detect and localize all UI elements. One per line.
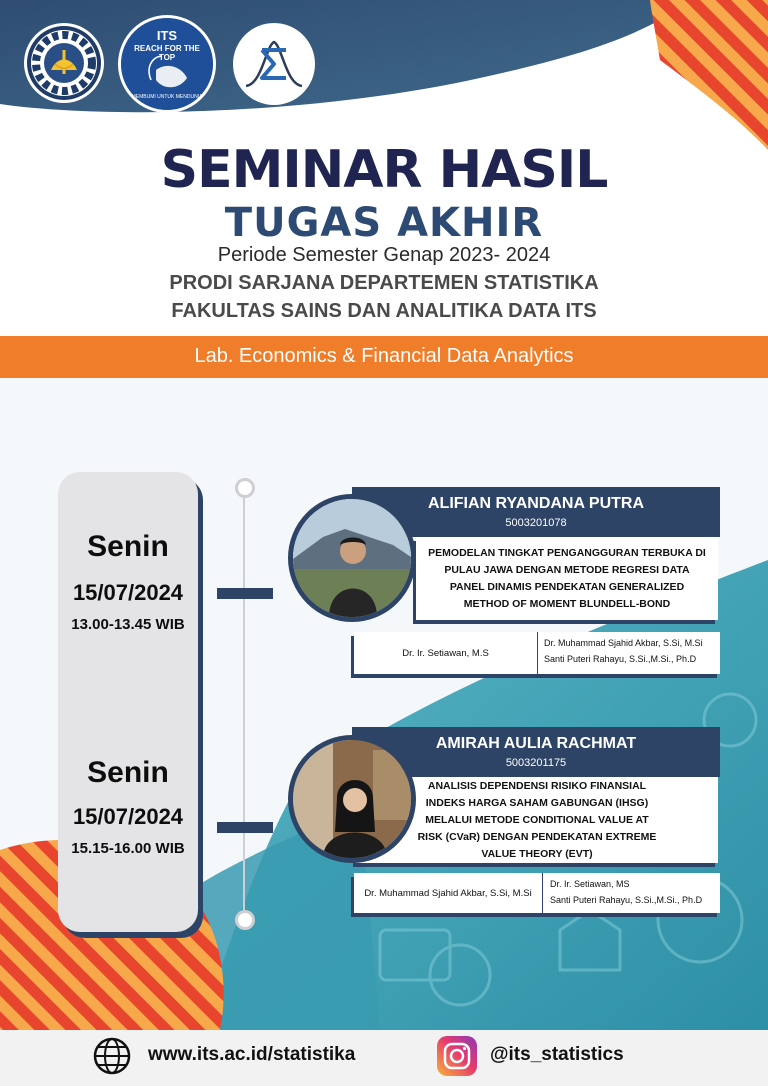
presenter-1-photo <box>288 494 416 622</box>
timeline-connector-1 <box>217 588 273 599</box>
timeline-end-dot <box>235 910 255 930</box>
sigma-icon <box>236 26 312 102</box>
presenter-1-thesis-box <box>416 537 718 620</box>
presenter-1-thesis: PEMODELAN TINGKAT PENGANGGURAN TERBUKA DI PULAU JAWA DENGAN METODE REGRESI DATA PANEL DINAMIS PENDEKATAN GENERALIZED METHOD OF MOMENT BLUNDELL-BOND <box>428 546 706 610</box>
presenter-1-supervisor: Dr. Ir. Setiawan, M.S <box>354 632 538 674</box>
presenter-2-advisors <box>354 873 720 913</box>
timeline-line <box>243 486 245 918</box>
its-logo-tagline: MEMBUMI UNTUK MENDUNIA <box>131 94 203 100</box>
session-1-time: 13.00-13.45 WIB <box>71 616 185 633</box>
its-institution-logo <box>27 26 101 100</box>
presenter-1-examiner-2: Santi Puteri Rahayu, S.Si.,M.Si., Ph.D <box>544 654 697 664</box>
instagram-icon <box>437 1036 477 1076</box>
presenter-2-examiner-1: Dr. Ir. Setiawan, MS <box>550 879 630 889</box>
timeline-start-dot <box>235 478 255 498</box>
its-logo-slogan: REACH FOR THE TOP <box>134 44 200 62</box>
prodi-line-2: FAKULTAS SAINS DAN ANALITIKA DATA ITS <box>171 300 597 322</box>
session-1-day: Senin <box>87 530 169 563</box>
presenter-2-thesis: ANALISIS DEPENDENSI RISIKO FINANSIAL INDEKS HARGA SAHAM GABUNGAN (IHSG) MELALUI METODE CONDITIONAL VALUE AT RISK (CVaR) DENGAN PENDEKATAN EXTREME VALUE THEORY (EVT) <box>417 779 657 860</box>
statistics-sigma-logo <box>236 26 312 102</box>
presenter-2-name: AMIRAH AULIA RACHMAT <box>435 735 637 752</box>
presenter-2-examiner-2: Santi Puteri Rahayu, S.Si.,M.Si., Ph.D <box>550 895 703 905</box>
page-title: SEMINAR HASIL <box>160 140 608 200</box>
periode-text: Periode Semester Genap 2023- 2024 <box>217 244 551 266</box>
session-2-date: 15/07/2024 <box>72 804 184 829</box>
presenter-1-nrp: 5003201078 <box>505 517 567 529</box>
session-1-date: 15/07/2024 <box>72 580 184 605</box>
website-link[interactable]: www.its.ac.id/statistika <box>148 1044 356 1065</box>
lab-banner: Lab. Economics & Financial Data Analytics <box>0 336 768 378</box>
session-2-day: Senin <box>87 756 169 789</box>
presenter-1-name: ALIFIAN RYANDANA PUTRA <box>428 495 644 512</box>
presenter-1-examiner-1: Dr. Muhammad Sjahid Akbar, S.Si, M.Si <box>544 638 703 648</box>
presenter-2-supervisor: Dr. Muhammad Sjahid Akbar, S.Si, M.Si <box>354 873 543 913</box>
session-2-time: 15.15-16.00 WIB <box>71 840 185 857</box>
presenter-1-advisors <box>354 632 720 674</box>
globe-icon <box>92 1036 132 1076</box>
presenter-2-photo <box>288 735 416 863</box>
presenter-2-nrp: 5003201175 <box>505 757 567 769</box>
page-subtitle: TUGAS AKHIR <box>224 200 544 246</box>
its-reach-for-the-top-logo <box>121 18 213 110</box>
prodi-line-1: PRODI SARJANA DEPARTEMEN STATISTIKA <box>169 272 599 294</box>
instagram-handle[interactable]: @its_statistics <box>490 1044 624 1065</box>
its-logo-text: ITS <box>156 28 178 43</box>
timeline-connector-2 <box>217 822 273 833</box>
